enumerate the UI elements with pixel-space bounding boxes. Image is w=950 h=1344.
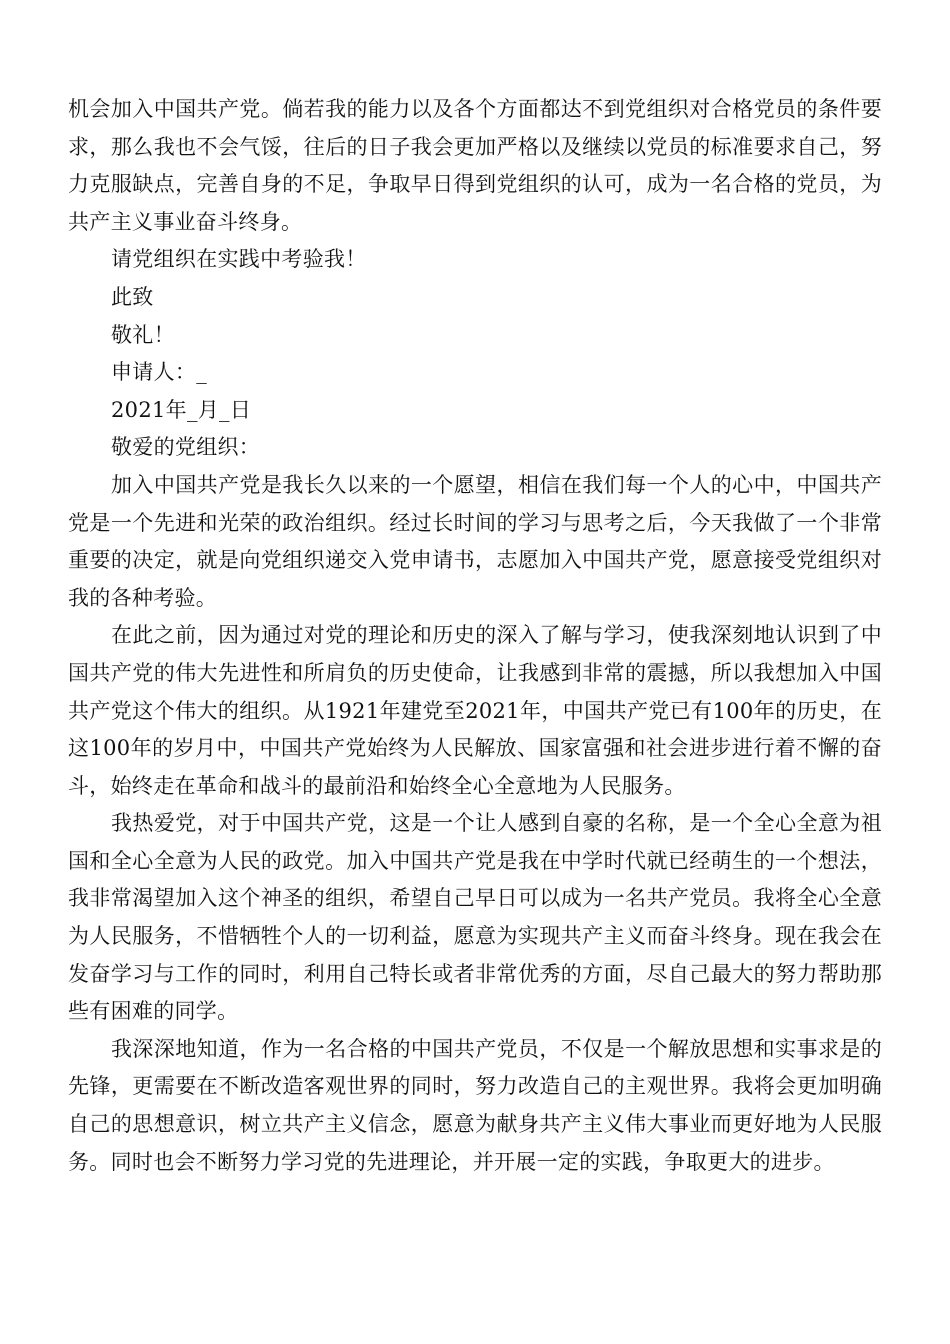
paragraph-history: 在此之前，因为通过对党的理论和历史的深入了解与学习，使我深刻地认识到了中国共产党的伟大先进性和所肩负的历史使命，让我感到非常的震撼，所以我想加入中国共产党这个伟大的组织。从1921年建党至2021年，中国共产党已有100年的历史，在这100年的岁月中，中国共产党始终为人民解放、国家富强和社会进步进行着不懈的奋斗，始终走在革命和战斗的最前沿和始终全心全意地为人民服务。 [68,623,882,798]
paragraph-continuation: 机会加入中国共产党。倘若我的能力以及各个方面都达不到党组织对合格党员的条件要求，那么我也不会气馁，往后的日子我会更加严格以及继续以党员的标准要求自己，努力克服缺点，完善自身的不足，争取早日得到党组织的认可，成为一名合格的党员，为共产主义事业奋斗终身。 [68,97,882,234]
date-line: 2021年_月_日 [111,397,252,422]
salutation-jingli: 敬礼！ [111,322,175,347]
document-body [68,91,882,1181]
paragraph-intro: 加入中国共产党是我长久以来的一个愿望，相信在我们每一个人的心中，中国共产党是一个先进和光荣的政治组织。经过长时间的学习与思考之后，今天我做了一个非常重要的决定，就是向党组织递交入党申请书，志愿加入中国共产党，愿意接受党组织对我的各种考验。 [68,472,882,610]
salutation-cizhi: 此致 [111,284,154,309]
paragraph-love-party: 我热爱党，对于中国共产党，这是一个让人感到自豪的名称，是一个全心全意为祖国和全心全意为人民的政党。加入中国共产党是我在中学时代就已经萌生的一个想法，我非常渴望加入这个神圣的组织，希望自己早日可以成为一名共产党员。我将全心全意为人民服务，不惜牺牲个人的一切利益，愿意为实现共产主义而奋斗终身。现在我会在发奋学习与工作的同时，利用自己特长或者非常优秀的方面，尽自己最大的努力帮助那些有困难的同学。 [68,811,882,1024]
paragraph-commitment: 我深深地知道，作为一名合格的中国共产党员，不仅是一个解放思想和实事求是的先锋，更需要在不断改造客观世界的同时，努力改造自己的主观世界。我将会更加明确自己的思想意识，树立共产主义信念，愿意为献身共产主义伟大事业而更好地为人民服务。同时也会不断努力学习党的先进理论，并开展一定的实践，争取更大的进步。 [68,1036,882,1174]
applicant-line: 申请人：_ [111,360,207,385]
letter-greeting: 敬爱的党组织： [111,435,261,460]
closing-request: 请党组织在实践中考验我！ [111,247,367,272]
